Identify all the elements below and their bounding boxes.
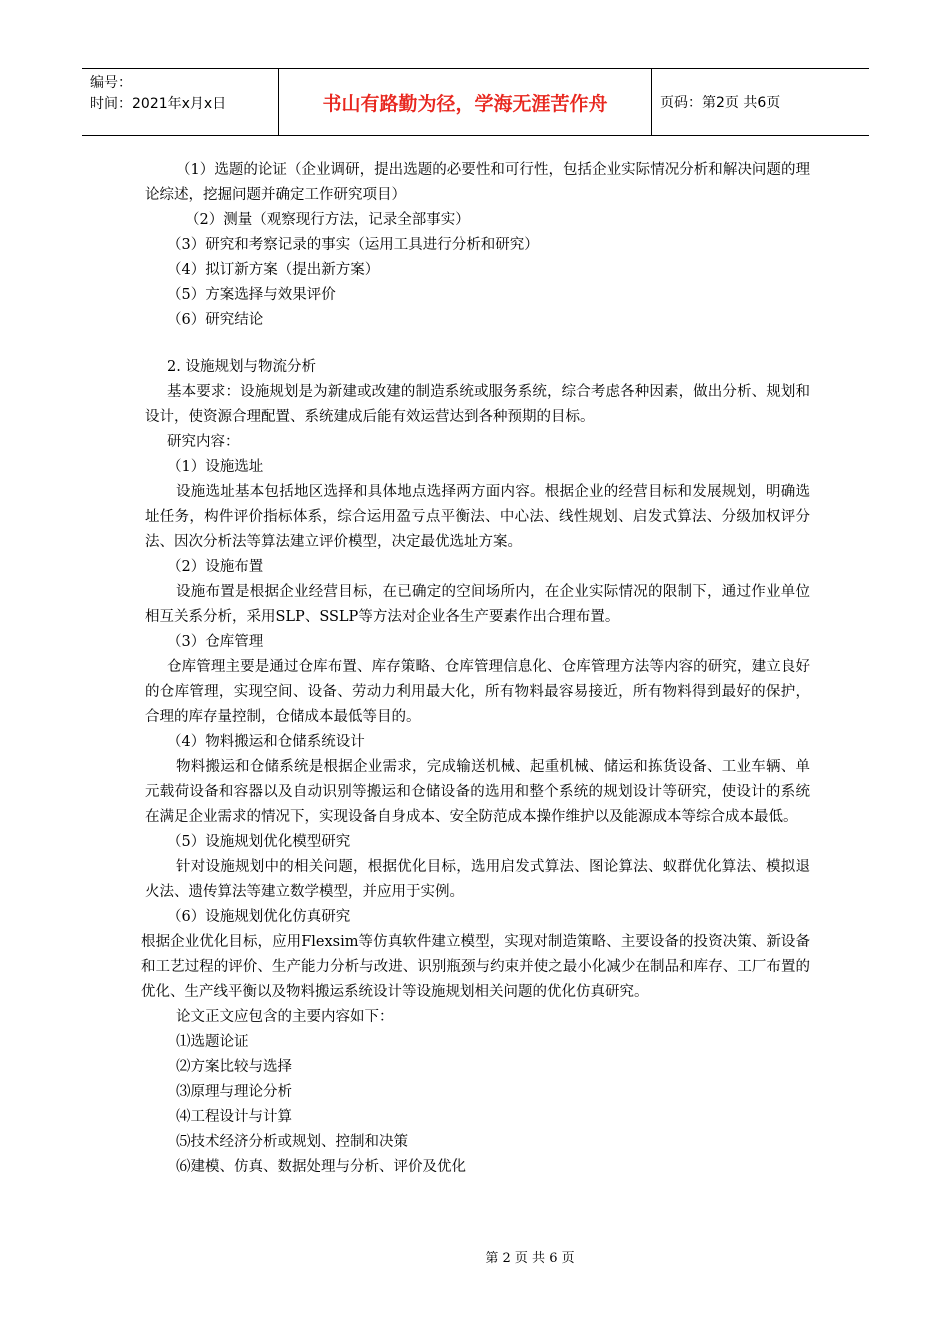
paragraph: 根据企业优化目标，应用Flexsim等仿真软件建立模型，实现对制造策略、主要设备的投资决策、新设备和工艺过程的评价、生产能力分析与改进、识别瓶颈与约束并使之最小化减少在制品和库存、工厂布置的优化、生产线平衡以及物料搬运系统设计等设施规划相关问题的优化仿真研究。 (141, 934, 810, 1000)
list-item: （4）拟订新方案（提出新方案） (167, 262, 380, 278)
list-item: ⑸技术经济分析或规划、控制和决策 (176, 1134, 408, 1150)
subheading: （6）设施规划优化仿真研究 (167, 909, 351, 925)
list-item: ⑹建模、仿真、数据处理与分析、评价及优化 (176, 1159, 466, 1175)
paragraph: 针对设施规划中的相关问题，根据优化目标，选用启发式算法、图论算法、蚁群优化算法、模拟退火法、遗传算法等建立数学模型，并应用于实例。 (145, 859, 810, 900)
list-item: ⑵方案比较与选择 (176, 1059, 292, 1075)
paragraph: 基本要求：设施规划是为新建或改建的制造系统或服务系统，综合考虑各种因素，做出分析、规划和设计，使资源合理配置、系统建成后能有效运营达到各种预期的目标。 (145, 384, 810, 425)
paragraph: 研究内容： (167, 434, 240, 450)
list-item: （6）研究结论 (167, 312, 264, 328)
paragraph: 论文正文应包含的主要内容如下： (176, 1009, 394, 1025)
paragraph: 设施选址基本包括地区选择和具体地点选择两方面内容。根据企业的经营目标和发展规划，明确选址任务，构件评价指标体系，综合运用盈亏点平衡法、中心法、线性规划、启发式算法、分级加权评分法、因次分析法等算法建立评价模型，决定最优选址方案。 (145, 484, 810, 550)
subheading: （1）设施选址 (167, 459, 264, 475)
page-header (82, 68, 869, 136)
header-meta (82, 69, 279, 135)
paragraph: 物料搬运和仓储系统是根据企业需求，完成输送机械、起重机械、储运和拣货设备、工业车辆、单元载荷设备和容器以及自动识别等搬运和仓储设备的选用和整个系统的规划设计等研究，使设计的系统在满足企业需求的情况下，实现设备自身成本、安全防范成本操作维护以及能源成本等综合成本最低。 (145, 759, 810, 825)
paragraph: 设施布置是根据企业经营目标，在已确定的空间场所内，在企业实际情况的限制下，通过作业单位相互关系分析，采用SLP、SSLP等方法对企业各生产要素作出合理布置。 (145, 584, 810, 625)
subheading: （2）设施布置 (167, 559, 264, 575)
paragraph: 仓库管理主要是通过仓库布置、库存策略、仓库管理信息化、仓库管理方法等内容的研究，建立良好的仓库管理，实现空间、设备、劳动力利用最大化，所有物料最容易接近，所有物料得到最好的保护，合理的库存量控制，仓储成本最低等目的。 (145, 659, 810, 725)
section-heading: 2. 设施规划与物流分析 (167, 359, 316, 375)
subheading: （5）设施规划优化模型研究 (167, 834, 351, 850)
page-footer: 第 2 页 共 6 页 (485, 1251, 575, 1266)
list-item: ⑷工程设计与计算 (176, 1109, 292, 1125)
list-item: ⑶原理与理论分析 (176, 1084, 292, 1100)
document-body (141, 158, 810, 1180)
header-page-info: 页码：第2页 共6页 (660, 95, 781, 111)
subheading: （3）仓库管理 (167, 634, 264, 650)
document-date: 时间：2021年x月x日 (90, 96, 227, 112)
document-number-label: 编号： (90, 75, 132, 91)
paragraph: （1）选题的论证（企业调研，提出选题的必要性和可行性，包括企业实际情况分析和解决问题的理论综述，挖掘问题并确定工作研究项目） (145, 162, 810, 203)
list-item: （3）研究和考察记录的事实（运用工具进行分析和研究） (167, 237, 539, 253)
list-item: （2）测量（观察现行方法，记录全部事实） (185, 212, 470, 228)
subheading: （4）物料搬运和仓储系统设计 (167, 734, 365, 750)
list-item: （5）方案选择与效果评价 (167, 287, 336, 303)
header-motto: 书山有路勤为径，学海无涯苦作舟 (279, 69, 652, 135)
list-item: ⑴选题论证 (176, 1034, 249, 1050)
